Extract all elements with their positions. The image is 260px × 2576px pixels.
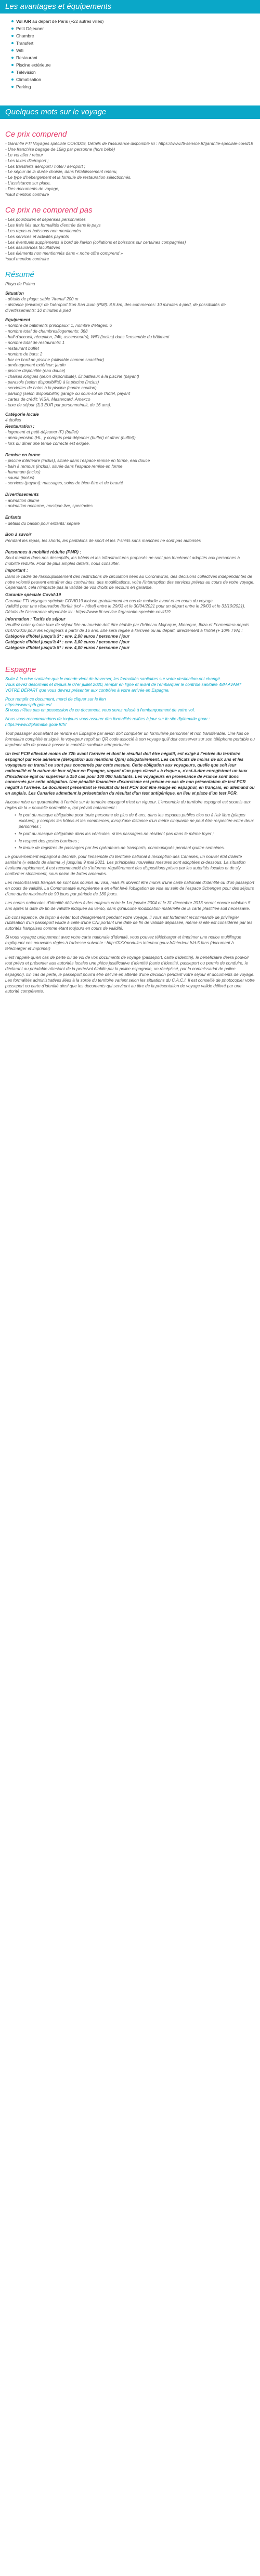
espagne-paragraph: Un test PCR effectué moins de 72h avant l'arrivée et dont le résultat doit être négatif, est exigé à l'entrée du territoire espagnol par voie aérienne (dérogation aux mentions Qpm) obligatoirement. Les certificats de moins de six ans et les voyageurs en transit ne sont pas concernés par cette mesure. Cette obligation aux voyageurs, quelle que soit leur nationalité et la nature de leur séjour en Espagne, voyant d'un pays classé « à risque », c'est-à-dire enregistrant un taux d'incidence égal ou supérieur à 150 cas pour 100 000 habitants. Les voyageurs en provenance de France sont donc concernés par cette obligation. Une pénalité financière d'exorcisme est prévue en cas de non présentation de test PCR négatif à l'arrivée. Le document présentant le résultat du test PCR doit être rédigé en espagnol, en français, en allemand ou en anglais. Les Canaries admettent la présentation du résultat d'un test antigénique, en lieu et place d'un test PCR. xyxy=(5,751,255,796)
text-line: Veuillez noter qu'une taxe de séjour liée au touriste doit être établie par l'hôtel au Majorque, Minorque, Ibiza et Formentera depuis 01/07/2016 pour les voyageurs à partir de 16 ans. Elle sera réglée à l'arrivée ou au départ, directement à l'hôtel (+ 10% TVA) : xyxy=(5,623,250,633)
text-line: - Une franchise bagage de 15kg par personne (hors bébé) xyxy=(5,147,115,152)
important-heading: Important : xyxy=(5,567,28,573)
text-line: - Les éventuels suppléments à bord de l'avion (collations et boissons sur certaines compagnies) xyxy=(5,240,186,245)
text-line: - Le type d'hébergement et la formule de restauration sélectionnés. xyxy=(5,175,132,180)
text-line: - bar en bord de piscine (utilisable comme snackbar) xyxy=(5,357,105,362)
banner-title: Quelques mots sur le voyage xyxy=(5,108,107,116)
prix-ne-comprend-heading: Ce prix ne comprend pas xyxy=(5,206,93,215)
categorie-heading: Catégorie locale xyxy=(5,411,39,417)
equipement-item-text: Wifi xyxy=(16,48,23,53)
espagne-bullet: • le tenue de registres de passagers par les opérateurs de transports, communiqués pendant quatre semaines. xyxy=(15,846,255,851)
text-line: - bain à remous (inclus), située dans l'espace remise en forme xyxy=(5,464,123,469)
text-line: - Les transferts aéroport / hôtel / aéroport ; xyxy=(5,164,85,169)
equipement-item xyxy=(11,84,255,90)
equipement-item-text: Parking xyxy=(16,84,31,89)
restauration-heading: Restauration : xyxy=(5,423,35,429)
text-line: - aménagement extérieur: jardin xyxy=(5,363,66,368)
important-text xyxy=(5,574,255,591)
espagne-paragraph: Les ressortissants français ne sont pas soumis au visa, mais ils doivent être munis d'une carte nationale d'identité ou d'un passeport en cours de validité. La Communauté européenne a en effet levé l'obligation de visa au sein de l'espace Schengen pour des séjours d'une durée maximale de 90 jours par période de 180 jours. xyxy=(5,880,254,896)
equipement-item xyxy=(11,69,255,76)
resume-location: Playa de Palma xyxy=(5,282,35,287)
text-line: Pendant les repas, les shorts, les pantalons de sport et les T-shirts sans manches ne sont pas autorisés xyxy=(5,538,201,543)
enfants-heading: Enfants xyxy=(5,514,21,520)
equipement-item-text: Transfert xyxy=(16,41,34,46)
equipement-item-text: Piscine extérieure xyxy=(16,62,51,68)
situation-list xyxy=(5,297,255,314)
equipement-item xyxy=(11,25,255,32)
equipement-item-text: Télévision xyxy=(16,70,36,75)
text-line: - piscine intérieure (inclus), située dans l'espace remise en forme, eau douce xyxy=(5,458,150,463)
espagne-paragraph: Le gouvernement espagnol a décrété, pour l'ensemble du territoire national à l'exception des Canaries, un nouvel état d'alerte sanitaire (« estado de alarma ») jusqu'au 9 mai 2021. Les principales nouvelles mesures sont adoptées ci-dessous. La situation évoluant rapidement, il est recommandé de s'informer régulièrement des dispositions prises par les autorités locales et de s'y conformer strictement, sous peine de fortes amendes. xyxy=(5,854,246,877)
text-line: Validité pour une réservation (forfait (vol + hôtel) entre le 29/03 et le 30/04/2021 pour un départ entre le 29/03 et le 31/10/2021). xyxy=(5,604,245,609)
equipement-item-text: au départ de Paris (+22 autres villes) xyxy=(31,19,104,24)
text-line: *sauf mention contraire xyxy=(5,192,49,197)
espagne-bullet: • le port du masque obligatoire dans les véhicules, si les passagers ne résident pas dans le même foyer ; xyxy=(15,831,255,837)
text-line: - logement et petit-déjeuner (F) (buffet) xyxy=(5,429,79,434)
text-line: Dans le cadre de l'assouplissement des restrictions de circulation liées au Coronavirus, des décisions collectives indépendantes de notre volonté peuvent entraîner des contraintes, des modifications, voire l'interruption des services prévus au cours de votre voyage. xyxy=(5,574,255,585)
text-line: - taxe de séjour (3,3 EUR par personne/nuit, de 16 ans). xyxy=(5,402,111,407)
info-tarifs-heading: Information : Tarifs de séjour xyxy=(5,616,66,622)
espagne-paragraph: Les cartes nationales d'identité délivrées à des majeurs entre le 1er janvier 2004 et le 31 décembre 2013 seront encore valables 5 ans après la date de fin de validité indiquée au verso, sans qu'aucune modification matérielle de la carte plastifiée soit nécessaire. xyxy=(5,900,251,911)
text-line: - hammam (inclus) xyxy=(5,469,41,474)
text-line: - animation diurne xyxy=(5,498,40,503)
bon-a-savoir-text xyxy=(5,538,255,544)
text-line: - nombre de bâtiments principaux: 1, nombre d'étages: 6 xyxy=(5,323,112,328)
section-banner-equipements xyxy=(0,0,260,14)
text-line: - services (payant): massages, soins de bien-être et de beauté xyxy=(5,481,123,486)
text-line: - Les éléments non mentionnés dans « notre offre comprend » xyxy=(5,251,123,256)
equipement-item xyxy=(11,18,255,25)
prix-ne-comprend-list xyxy=(5,217,255,262)
text-line: - Des documents de voyage, xyxy=(5,187,60,192)
text-line: - Les pourboires et dépenses personnelles xyxy=(5,217,86,222)
text-line: - Les services et activités payants xyxy=(5,234,69,239)
equipement-item xyxy=(11,76,255,83)
espagne-paragraph: Nous vous recommandons de toujours vous assurer des formalités reliées à jour sur le site diplomatie.gouv : https://www.diplomatie.gouv.fr/fr/ xyxy=(5,717,210,728)
equipement-item-text: Climatisation xyxy=(16,77,41,82)
text-line: - distance (environ): de l'aéroport Son San Juan (PMI): 8,5 km, des commerces: 10 minutes à pied, de possibilités de divertissements: 10 minutes à pied xyxy=(5,302,226,313)
categorie-value: 4 étoiles xyxy=(5,417,21,422)
text-line: *sauf mention contraire xyxy=(5,257,49,262)
espagne-paragraph: Il est rappelé qu'en cas de perte ou de vol de vos documents de voyage (passeport, carte d'identité), le bénéficiaire devra pouvoir tout prévu et présenter aux autorités locales une pièce justificative d'identité (carte d'identité, passeport ou permis de conduire, le déclarant au préalable attestant de la perte/vol établie par la police espagnole, un récépissé, par la commissariat de police espagnol). En cas de perte, le passeport pourra être délivré en attente d'une décision pendant votre séjour et documents de voyage. Les formalités administratives liées à la sortie du territoire varient selon les situations du C.A.C.I. Il est conseillé de photocopier votre passeport ou carte d'identité ainsi que les documents qui serviront au titre de la présentation de voyage valide délivré par une autorité compétente. xyxy=(5,955,255,994)
text-line: Cependant, cela n'impacte pas la validité de vos droits de recours en garantie. xyxy=(5,585,153,590)
espagne-bullet: • le respect des gestes barrières ; xyxy=(15,839,255,844)
text-line: - Les assurances facultatives xyxy=(5,245,60,250)
text-line: - restaurant buffet xyxy=(5,346,39,351)
text-line: - cartes de crédit: VISA, Mastercard, Amexco xyxy=(5,397,90,402)
espagne-paragraph: En conséquence, de façon à éviter tout désagrément pendant votre voyage, il vous est fortement recommandé de privilégier l'utilisation d'un passeport valide à celle d'une CNI portant une date de fin de validité dépassée, même si elle est considérée par les autorités françaises comme étant toujours en cours de validité. xyxy=(5,915,253,931)
text-line: - détails du bassin pour enfants: séparé xyxy=(5,521,80,526)
text-line: Catégorie d'hôtel jusqu'à 3* : env. 2,00 euros / personne / jour xyxy=(5,634,130,639)
pmr-heading: Personnes à mobilité réduite (PMR) : xyxy=(5,549,82,554)
equipement-item xyxy=(11,47,255,54)
text-line: - Les taxes d'aéroport ; xyxy=(5,158,49,163)
remise-list xyxy=(5,458,255,487)
equipements-section xyxy=(0,14,260,96)
text-line: Seul mention dans nos descriptifs, les hôtels et les infrastructures proposés ne sont pas forcément adaptés aux personnes à mobilité réduite. Pour de plus amples détails, nous consulter. xyxy=(5,555,240,566)
espagne-paragraph: Aucune mise en quarantaine à l'entrée sur le territoire espagnol n'est en vigueur. L'ensemble du territoire espagnol est soumis aux règles de la « nouvelle normalité », qui prévoit notamment : xyxy=(5,800,251,811)
equipement-list xyxy=(5,323,255,408)
text-line: - parking (selon disponibilité) garage ou sous-sol de l'hôtel, payant xyxy=(5,391,131,396)
text-line: - piscine disponible (eau douce) xyxy=(5,368,66,374)
pmr-text xyxy=(5,556,255,567)
enfants-list xyxy=(5,521,255,527)
text-line: - Les frais liés aux formalités d'entrée dans le pays xyxy=(5,222,101,228)
text-line: - Le séjour de la durée choisie, dans l'établissement retenu, xyxy=(5,169,118,175)
remise-heading: Remise en forme xyxy=(5,452,41,457)
text-line: Catégorie d'hôtel jusqu'à 4* : env. 3,00 euros / personne / jour xyxy=(5,640,130,645)
text-line: Détails de l'assurance disponible ici : https://www.fti-service.fr/garantie-speciale-covid19 xyxy=(5,610,171,615)
text-line: - chaises longues (selon disponibilité). Et batteaux à la piscine (payant) xyxy=(5,374,139,379)
text-line: - hall d'accueil, réception, 24h, ascenseur(s), WiFi (inclus) dans l'ensemble du bâtiment xyxy=(5,334,170,339)
garantie-heading: Garantie spéciale Covid-19 xyxy=(5,592,61,598)
equipement-item xyxy=(11,55,255,61)
prix-comprend-heading: Ce prix comprend xyxy=(5,130,67,139)
text-line: - nombre total de chambres/logements: 368 xyxy=(5,329,88,334)
section-banner-quelques-mots xyxy=(0,105,260,119)
text-line: Catégorie d'hôtel jusqu'à 5* : env. 4,00 euros / personne / jour xyxy=(5,645,130,651)
text-line: - Garantie FTI Voyages spéciale COVID19, Détails de l'assurance disponible ici : https://www.fti-service.fr/garantie-speciale-covid19 xyxy=(5,141,253,146)
equipement-item xyxy=(11,40,255,47)
espagne-text-continued xyxy=(5,854,255,995)
bon-a-savoir-heading: Bon à savoir xyxy=(5,532,32,537)
text-line: - L'assistance sur place, xyxy=(5,181,51,186)
text-line: - animation nocturne, musique live, spectacles xyxy=(5,504,93,509)
espagne-text xyxy=(5,677,255,811)
garantie-text xyxy=(5,599,255,616)
text-line: - détails de plage: sable 'Arenal' 200 m xyxy=(5,297,79,302)
espagne-paragraph: Si vous n'êtes pas en possession de ce document, vous serez refusé à l'embarquement de votre vol. xyxy=(5,708,195,713)
text-line: - serviettes de bains à la piscine (contre caution) xyxy=(5,386,97,391)
text-line: - nombre de bars: 2 xyxy=(5,351,43,356)
text-line: - parasols (selon disponibilité) à la piscine (inclus) xyxy=(5,380,99,385)
divertissements-list xyxy=(5,498,255,510)
text-line: - demi-pension (HL, y compris petit-déjeuner (buffet) et dîner (buffet)) xyxy=(5,435,136,440)
text-line: - sauna (inclus) xyxy=(5,475,34,480)
situation-heading: Situation xyxy=(5,290,24,296)
equipement-item xyxy=(11,33,255,39)
text-line: - lors du dîner une tenue correcte est exigée. xyxy=(5,441,90,446)
equipement-item-text: Chambre xyxy=(16,33,34,38)
external-link[interactable]: https://www.spth.gob.es/ xyxy=(5,702,51,707)
espagne-paragraph: Tout passager souhaitant se rendre en Espagne par avion doit compléter un formulaire personnel et non transférable. Une fois ce formulaire complété et signé, le voyageur reçoit un QR code associé à son voyage qu'il doit conserver sur son téléphone portable ou imprimer afin de pouvoir passer le contrôle sanitaire aéroportuaire. xyxy=(5,731,255,747)
equipement-heading: Equipement xyxy=(5,316,30,322)
divertissements-heading: Divertissements xyxy=(5,492,39,497)
equipement-item-strong: Vol A/R xyxy=(16,19,31,24)
equipement-item-text: Petit Déjeuner xyxy=(16,26,44,31)
text-line: - Les repas et boissons non mentionnés xyxy=(5,228,81,233)
espagne-bullet-list xyxy=(5,813,255,851)
banner-title: Les avantages et équipements xyxy=(5,2,112,11)
equipement-item-text: Restaurant xyxy=(16,55,37,60)
espagne-paragraph: Pour remplir ce document, merci de cliquer sur le lien xyxy=(5,696,106,702)
espagne-paragraph: Vous devez désormais et depuis le 07er juillet 2020, remplir en ligne et avant de l'embarquer le contrôle sanitaire 48H AVANT VOTRE DÉPART que vous devrez présenter aux contrôles à votre arrivée en Espagne. xyxy=(5,682,242,693)
page xyxy=(0,0,260,1001)
equipement-item xyxy=(11,62,255,69)
text-line: - nombre total de restaurants: 1 xyxy=(5,340,65,345)
espagne-heading: Espagne xyxy=(5,665,36,674)
text-line: Garantie FTI Voyages spéciale COVID19 incluse gratuitement en cas de maladie avant et en cours du voyage. xyxy=(5,598,214,603)
restauration-list xyxy=(5,430,255,447)
prix-comprend-list xyxy=(5,141,255,198)
resume-heading: Résumé xyxy=(5,270,34,280)
espagne-bullet: • le port du masque obligatoire pour toute personne de plus de 6 ans, dans les espaces publics clos ou à l'air libre (plages exclues), y compris les hôtels et les commerces, lorsqu'une distance d'un mètre cinquante ne peut être respectée entre deux personnes ; xyxy=(15,813,255,830)
equipements-list xyxy=(5,18,255,90)
text-line: - Le vol aller / retour xyxy=(5,152,43,157)
espagne-paragraph: Si vous voyagez uniquement avec votre carte nationale d'identité, vous pouvez télécharger et imprimer une notice multilingue expliquant ces nouvelles règles à l'adresse suivante : http://XXXmodules.interieur.gouv.fr/interieur.fr/d-5.fans (document à télécharger et imprimer) xyxy=(5,935,241,952)
espagne-paragraph: Suite à la crise sanitaire que le monde vient de traverser, les formalités sanitaires sur votre destination ont changé. xyxy=(5,676,222,681)
quelques-mots-section xyxy=(0,119,260,1001)
info-tarifs-text xyxy=(5,623,255,651)
